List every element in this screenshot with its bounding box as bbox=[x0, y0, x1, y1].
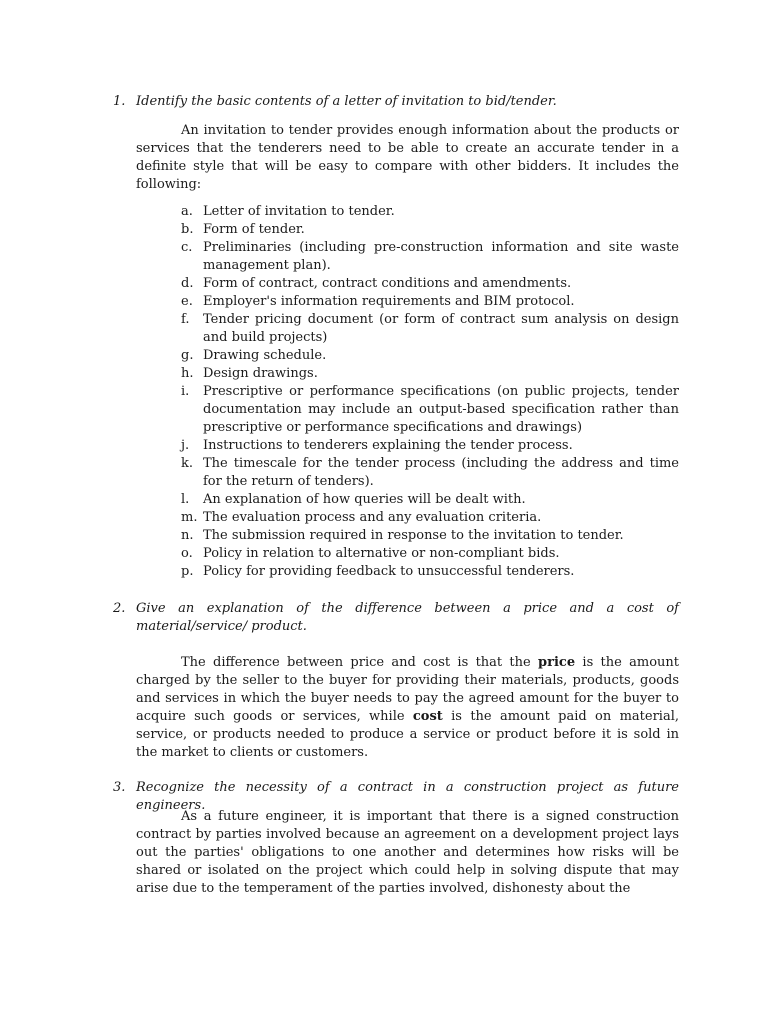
tender-contents-list bbox=[181, 203, 679, 581]
list-item: m. The evaluation process and any evaluation criteria. bbox=[181, 510, 542, 525]
question-2-text: Give an explanation of the difference between a price and a cost of material/service/ product. bbox=[136, 601, 679, 634]
list-item: o. Policy in relation to alternative or non-compliant bids. bbox=[181, 546, 560, 561]
list-item: j. Instructions to tenderers explaining the tender process. bbox=[181, 438, 573, 453]
list-item: a. Letter of invitation to tender. bbox=[181, 204, 395, 219]
question-2-answer: The difference between price and cost is that the price is the amount charged by the seller to the buyer for providing their materials, products, goods and services in which the buyer needs to pay the agreed amount for the buyer to acquire such goods or services, while cost is the amount paid on material, service, or products needed to produce a service or product before it is sold in the market to clients or customers. bbox=[136, 655, 679, 760]
list-item: h. Design drawings. bbox=[181, 366, 318, 381]
list-item: f. Tender pricing document (or form of contract sum analysis on design and build projects) bbox=[181, 312, 679, 345]
question-1-number: 1. bbox=[113, 94, 126, 109]
list-item: d. Form of contract, contract conditions and amendments. bbox=[181, 276, 572, 291]
question-2 bbox=[113, 600, 679, 636]
question-3-number: 3. bbox=[113, 780, 126, 795]
question-1-intro: An invitation to tender provides enough information about the products or services that the tenderers need to be able to create an accurate tender in a definite style that will be easy to compare with other bidders. It includes the following: bbox=[136, 123, 679, 192]
question-3-text: Recognize the necessity of a contract in a construction project as future engineers. bbox=[136, 780, 679, 813]
list-item: c. Preliminaries (including pre-construction information and site waste management plan). bbox=[181, 240, 679, 273]
list-item: k. The timescale for the tender process (including the address and time for the return of tenders). bbox=[181, 456, 679, 489]
list-item: b. Form of tender. bbox=[181, 222, 305, 237]
list-item: p. Policy for providing feedback to unsuccessful tenderers. bbox=[181, 564, 575, 579]
list-item: e. Employer's information requirements and BIM protocol. bbox=[181, 294, 575, 309]
question-3-answer: As a future engineer, it is important that there is a signed construction contract by parties involved because an agreement on a development project lays out the parties' obligations to one another and determines how risks will be shared or isolated on the project which could help in solving dispute that may arise due to the temperament of the parties involved, dishonesty about the bbox=[136, 809, 679, 896]
list-item: l. An explanation of how queries will be dealt with. bbox=[181, 492, 526, 507]
question-1-text: Identify the basic contents of a letter of invitation to bid/tender. bbox=[136, 94, 557, 109]
list-item: i. Prescriptive or performance specifications (on public projects, tender documentation may include an output-based specification rather than prescriptive or performance specifications and drawings) bbox=[181, 384, 679, 435]
list-item: g. Drawing schedule. bbox=[181, 348, 327, 363]
cost-term: cost bbox=[412, 709, 443, 724]
list-item: n. The submission required in response to the invitation to tender. bbox=[181, 528, 624, 543]
question-2-number: 2. bbox=[113, 601, 126, 616]
question-1 bbox=[113, 93, 679, 111]
price-term: price bbox=[538, 655, 576, 670]
